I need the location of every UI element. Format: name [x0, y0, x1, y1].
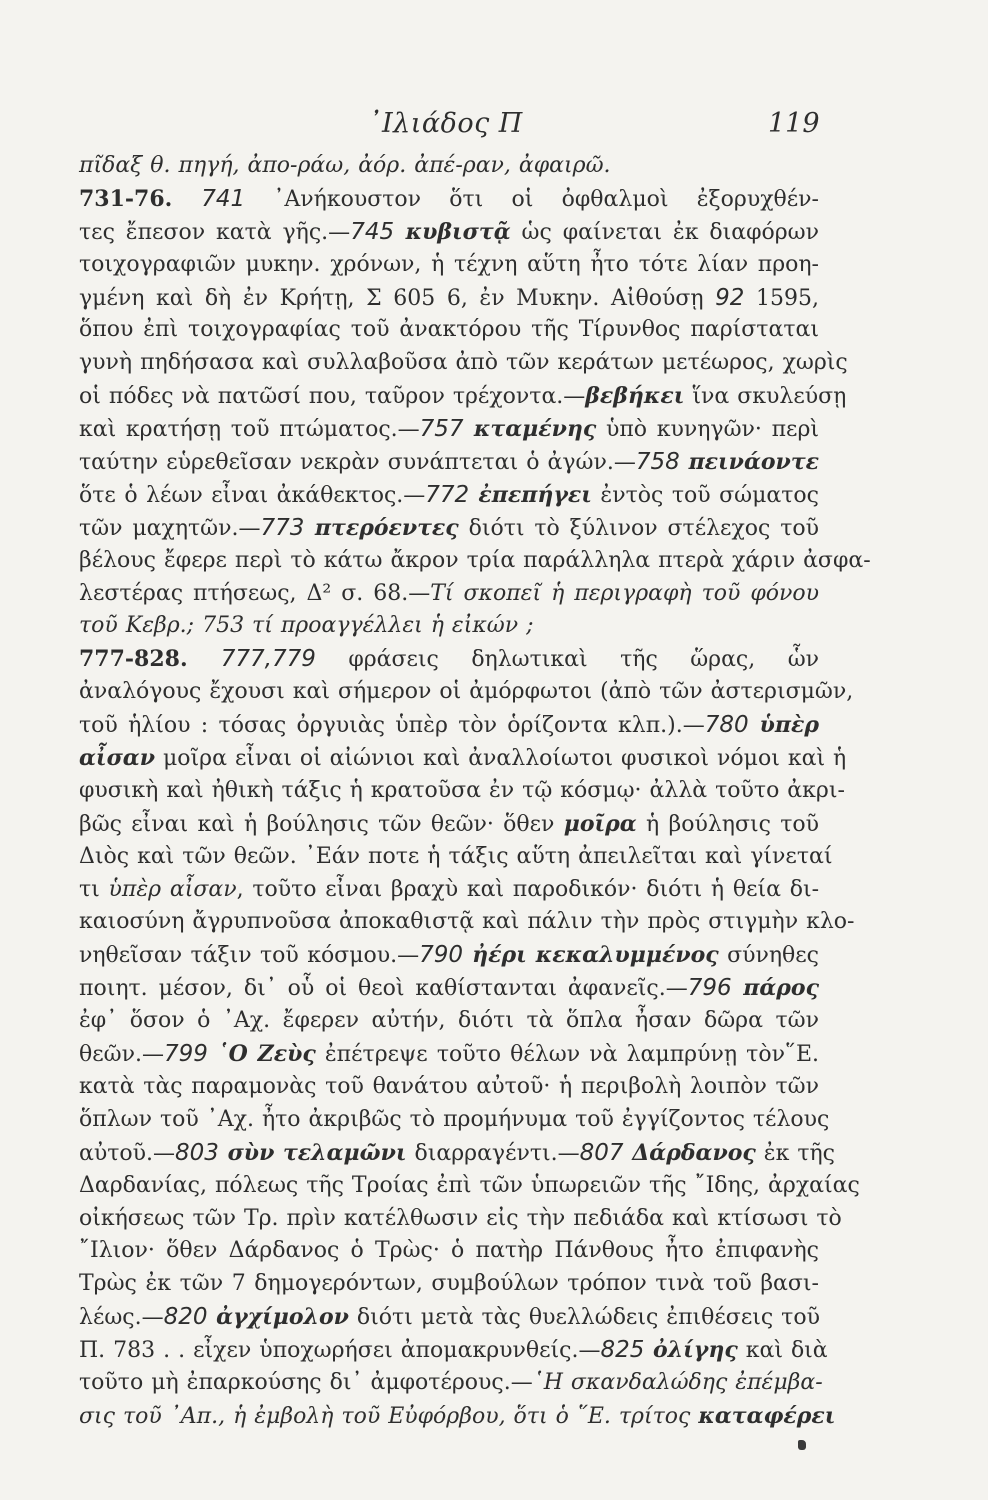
- text-line: [79, 1005, 819, 1038]
- text-run: φυσικὴ καὶ ἠθικὴ τάξις ἡ κρατοῦσα ἐν τῷ κόσμῳ· ἀλλὰ τοῦτο ἀκρι-: [79, 777, 845, 803]
- verse-number: 790: [419, 942, 464, 969]
- lemma: σὺν τελαμῶνι: [218, 1139, 407, 1166]
- lemma: βεβήκει: [585, 383, 685, 410]
- text-run: θεῶν.—: [79, 1042, 164, 1068]
- text-line: [79, 1071, 819, 1104]
- text-run: ἐφ᾽ ὅσον ὁ ᾽Αχ. ἔφερεν αὐτήν, διότι τὰ ὅπλα ἦσαν δῶρα τῶν: [79, 1008, 819, 1034]
- text-run: ἐκ τῆς: [755, 1140, 835, 1166]
- text-line: [79, 512, 819, 545]
- text-run: φράσεις δηλωτικαὶ τῆς ὥρας, ὧν: [315, 647, 820, 673]
- text-line: [79, 314, 819, 347]
- verse-number: 807: [579, 1139, 624, 1166]
- text-line: [79, 1203, 842, 1236]
- verse-number: 799: [163, 1041, 208, 1068]
- text-line: [79, 1268, 819, 1301]
- text-line: [79, 841, 833, 874]
- verse-number: 780: [704, 712, 749, 739]
- lemma: πτερόεντες: [304, 514, 459, 541]
- text-run: τι: [79, 876, 109, 902]
- text-line: [79, 413, 819, 446]
- verse-number: 796: [687, 975, 732, 1002]
- text-line: [79, 972, 819, 1005]
- italic-text: σις τοῦ ᾽Απ., ἡ ἐμβολὴ τοῦ Εὐφόρβου, ὅτι ὁ ῞Ε. τρίτος: [79, 1403, 699, 1429]
- text-run: διότι τὸ ξύλινον στέλεχος τοῦ: [458, 515, 819, 541]
- text-line: [79, 808, 819, 841]
- lemma: πεινάοντε: [679, 449, 819, 476]
- text-line: [79, 578, 819, 611]
- text-run: αὐτοῦ.—: [79, 1140, 176, 1166]
- text-run: οἰκήσεως τῶν Τρ. πρὶν κατέλθωσιν εἰς τὴν πεδιάδα καὶ κτίσωσι τὸ: [79, 1205, 842, 1231]
- lemma: καταφέρει: [698, 1402, 836, 1429]
- verse-number: 758: [635, 449, 680, 476]
- lemma: κυβιστᾷ: [394, 218, 511, 245]
- text-run: τοῦτο μὴ ἐπαρκούσης δι᾽ ἀμφοτέρους.—: [79, 1369, 533, 1395]
- text-line: [79, 1038, 819, 1071]
- text-run: νηθεῖσαν τάξιν τοῦ κόσμου.—: [79, 943, 420, 969]
- lemma: ἠέρι κεκαλυμμένος: [463, 942, 719, 969]
- text-line: [79, 282, 819, 315]
- text-run: κατὰ τὰς παραμονὰς τοῦ θανάτου αὐτοῦ· ἡ περιβολὴ λοιπὸν τῶν: [79, 1073, 819, 1099]
- text-run: τες ἔπεσον κατὰ γῆς.—: [79, 219, 351, 245]
- text-run: ᾽Ανήκουστον ὅτι οἱ ὀφθαλμοὶ ἐξορυχθέν-: [245, 186, 819, 212]
- text-run: καὶ διὰ: [737, 1338, 828, 1364]
- page-number: 119: [768, 108, 820, 139]
- text-line: [79, 610, 819, 643]
- text-run: καὶ κρατήσῃ τοῦ πτώματος.—: [79, 417, 420, 443]
- section-range: 731-76.: [79, 185, 202, 212]
- text-run: , τοῦτο εἶναι βραχὺ καὶ παροδικόν· διότι ἡ θεία δι-: [236, 876, 820, 902]
- text-run: γμένη καὶ δὴ ἐν Κρήτῃ, Σ 605 6, ἐν Μυκην. Αἰθούσῃ: [79, 285, 716, 311]
- lemma: κταμένης: [463, 416, 597, 443]
- text-line: [79, 775, 845, 808]
- text-line: [79, 1367, 823, 1400]
- text-run: ἵνα σκυλεύσῃ: [684, 384, 847, 410]
- text-line: [79, 347, 848, 380]
- lemma: ὑπὲρ: [748, 712, 820, 739]
- text-run: σύνηθες: [718, 943, 819, 969]
- text-run: οἱ πόδες νὰ πατῶσί που, ταῦρον τρέχοντα.—: [79, 384, 586, 410]
- text-run: ὡς φαίνεται ἐκ διαφόρων: [510, 219, 819, 245]
- text-line: [79, 643, 819, 676]
- text-run: τοιχογραφιῶν μυκην. χρόνων, ἡ τέχνη αὕτη ἦτο τότε λίαν προη-: [79, 251, 819, 277]
- verse-number: 772: [425, 481, 470, 508]
- text-line: [79, 1235, 819, 1268]
- text-run: ὅτε ὁ λέων εἶναι ἀκάθεκτος.—: [79, 482, 426, 508]
- text-run: λεστέρας πτήσεως, Δ² σ. 68.—: [79, 580, 431, 606]
- text-run: γυνὴ πηδήσασα καὶ συλλαβοῦσα ἀπὸ τῶν κεράτων μετέωρος, χωρὶς: [79, 350, 848, 376]
- verse-number: 745: [350, 218, 395, 245]
- text-line: [79, 1104, 830, 1137]
- verse-number: 820: [163, 1304, 208, 1331]
- italic-text: τοῦ Κεβρ.; 753 τί προαγγέλλει ἡ εἰκών ;: [79, 613, 534, 639]
- text-line: [79, 479, 819, 512]
- text-line: [79, 676, 854, 709]
- text-run: καιοσύνη ἄγρυπνοῦσα ἀποκαθιστᾷ καὶ πάλιν τὴν πρὸς στιγμὴν κλο-: [79, 909, 855, 935]
- text-run: τοῦ ἡλίου : τόσας ὀργυιὰς ὑπὲρ τὸν ὁρίζοντα κλπ.).—: [79, 713, 705, 739]
- text-line: [79, 1301, 819, 1334]
- text-run: τῶν μαχητῶν.—: [79, 515, 261, 541]
- text-line: [79, 1137, 835, 1170]
- text-run: ὅπου ἐπὶ τοιχογραφίας τοῦ ἀνακτόρου τῆς Τίρυνθος παρίσταται: [79, 317, 819, 343]
- text-run: ὅπλων τοῦ ᾽Αχ. ἦτο ἀκριβῶς τὸ προμήνυμα τοῦ ἐγγίζοντος τέλους: [79, 1106, 830, 1132]
- text-line: [79, 183, 819, 216]
- text-line: [79, 939, 819, 972]
- text-line: [79, 380, 847, 413]
- verse-number: 757: [419, 416, 464, 443]
- lemma: ἀγχίμολον: [207, 1304, 349, 1331]
- commentary-text: [79, 150, 871, 1433]
- text-run: ἀναλόγους ἔχουσι καὶ σήμερον οἱ ἀμόρφωτοι (ἀπὸ τῶν ἀστερισμῶν,: [79, 679, 854, 705]
- text-line: [79, 150, 819, 183]
- text-run: Π. 783 . . εἶχεν ὑποχωρήσει ἀπομακρυνθείς.—: [79, 1338, 601, 1364]
- text-run: ταύτην εὑρεθεῖσαν νεκρὰν συνάπτεται ὁ ἀγών.—: [79, 450, 636, 476]
- verse-number: 741: [201, 185, 246, 212]
- text-line: [79, 874, 819, 907]
- text-run: βέλους ἔφερε περὶ τὸ κάτω ἄκρον τρία παράλληλα πτερὰ χάριν ἀσφα-: [79, 547, 871, 573]
- lemma: πάρος: [731, 975, 819, 1002]
- text-run: ἡ βούλησις τοῦ: [636, 811, 819, 837]
- page-header: [0, 108, 988, 148]
- text-line: [79, 1400, 836, 1433]
- text-run: 1595,: [744, 285, 819, 311]
- text-line: [79, 709, 819, 742]
- text-run: Διὸς καὶ τῶν θεῶν. ᾽Εάν ποτε ἡ τάξις αὕτη ἀπειλεῖται καὶ γίνεταί: [79, 843, 833, 869]
- italic-text: Τί σκοπεῖ ἡ περιγραφὴ τοῦ φόνου: [430, 580, 820, 606]
- text-run: βῶς εἶναι καὶ ἡ βούλησις τῶν θεῶν· ὅθεν: [79, 811, 564, 837]
- text-line: [79, 216, 819, 249]
- ink-mark: [798, 1440, 806, 1450]
- text-run: διαρραγέντι.—: [406, 1140, 580, 1166]
- italic-text: πῖδαξ θ. πηγή, ἀπο-ράω, ἀόρ. ἀπέ-ραν, ἀφαιρῶ.: [79, 153, 611, 178]
- text-run: ῎Ιλιον· ὅθεν Δάρδανος ὁ Τρὼς· ὁ πατὴρ Πάνθους ἦτο ἐπιφανὴς: [79, 1238, 819, 1264]
- text-run: ἐντὸς τοῦ σώματος: [591, 482, 819, 508]
- text-run: λέως.—: [79, 1305, 164, 1331]
- text-run: ὑπὸ κυνηγῶν· περὶ: [596, 417, 819, 443]
- section-range: 777-828.: [79, 646, 221, 673]
- lemma: μοῖρα: [563, 810, 637, 837]
- lemma: ἐπεπήγει: [469, 481, 592, 508]
- text-line: [79, 742, 847, 775]
- text-line: [79, 1334, 828, 1367]
- italic-text: ῾Η σκανδαλώδης ἐπέμβα-: [532, 1369, 823, 1395]
- text-run: μοῖρα εἶναι οἱ αἰώνιοι καὶ ἀναλλοίωτοι φυσικοὶ νόμοι καὶ ἡ: [155, 746, 847, 772]
- italic-text: ὑπὲρ αἶσαν: [108, 876, 237, 902]
- text-run: ποιητ. μέσον, δι᾽ οὗ οἱ θεοὶ καθίστανται ἀφανεῖς.—: [79, 976, 688, 1002]
- text-run: Δαρδανίας, πόλεως τῆς Τροίας ἐπὶ τῶν ὑπωρειῶν τῆς ῎Ιδης, ἀρχαίας: [79, 1172, 860, 1198]
- verse-number: 92: [715, 284, 745, 311]
- text-line: [79, 249, 819, 282]
- lemma: αἶσαν: [79, 745, 155, 772]
- text-run: Τρὼς ἐκ τῶν 7 δημογερόντων, συμβούλων τρόπον τινὰ τοῦ βασι-: [79, 1271, 819, 1297]
- lemma: Δάρδανος: [623, 1139, 756, 1166]
- lemma: ῾Ο Ζεὺς: [207, 1041, 316, 1068]
- verse-number: 803: [175, 1139, 219, 1166]
- text-line: [79, 906, 855, 939]
- text-line: [79, 545, 871, 578]
- text-run: ἐπέτρεψε τοῦτο θέλων νὰ λαμπρύνῃ τὸν῞Ε.: [315, 1042, 819, 1068]
- text-line: [79, 1170, 860, 1203]
- verse-number: 777,779: [220, 646, 316, 673]
- lemma: ὀλίγης: [644, 1337, 738, 1364]
- verse-number: 773: [260, 514, 305, 541]
- text-run: διότι μετὰ τὰς θυελλώδεις ἐπιθέσεις τοῦ: [348, 1305, 820, 1331]
- verse-number: 825: [600, 1337, 645, 1364]
- running-title: ᾽Ιλιάδος Π: [368, 108, 523, 139]
- text-line: [79, 446, 819, 479]
